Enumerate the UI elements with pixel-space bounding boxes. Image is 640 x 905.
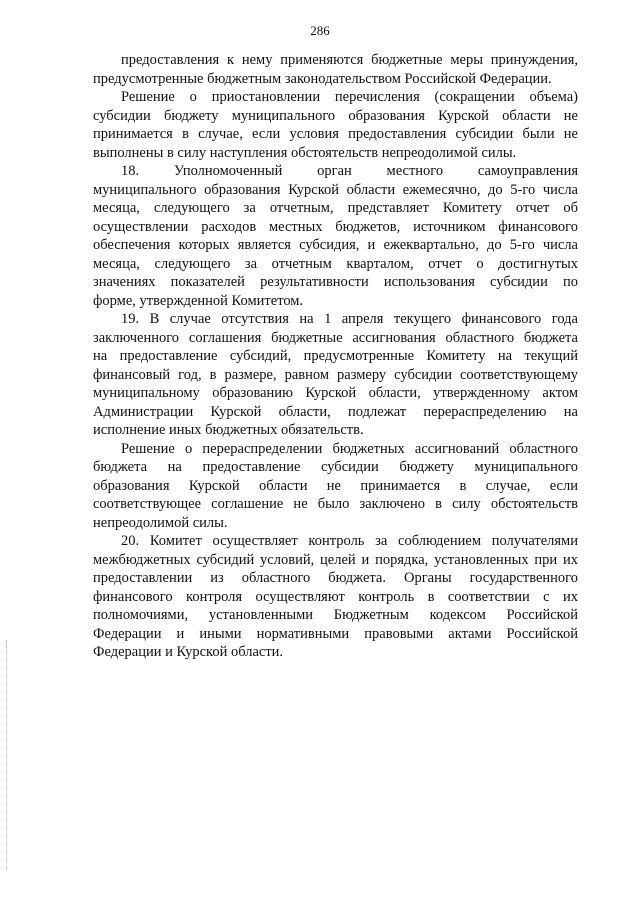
document-body (93, 51, 578, 662)
text-line: муниципального образования Курской области ежемесячно, до 5-го числа (93, 181, 578, 198)
text-line: 20. Комитет осуществляет контроль за соблюдением получателями (121, 533, 578, 549)
paragraph (93, 162, 578, 310)
paragraph (93, 88, 578, 162)
paragraph (93, 310, 578, 440)
text-line: обеспечения которых является субсидия, и ежеквартально, до 5-го числа (93, 237, 578, 253)
text-line: Решение о приостановлении перечисления (сокращении объема) (121, 89, 578, 105)
paragraph (93, 440, 578, 533)
text-line: финансового контроля осуществляют контроль в соответствии с их (93, 588, 578, 605)
text-line: принимается в случае, если условия предоставления субсидии были не (93, 126, 578, 142)
paragraph (93, 532, 578, 662)
text-line: бюджета на предоставление субсидии бюджету муниципального (93, 459, 578, 475)
text-line: субсидии бюджету муниципального образования Курской области не (93, 107, 578, 124)
text-line: Администрации Курской области, подлежат перераспределению на (93, 403, 578, 420)
text-line: Решение о перераспределении бюджетных ассигнований областного (121, 440, 578, 457)
text-line: исполнение иных бюджетных обязательств. (93, 422, 364, 438)
text-line: предусмотренные бюджетным законодательством Российской Федерации. (93, 70, 552, 87)
text-line: месяца, следующего за отчетным, представляет Комитету отчет об (93, 200, 578, 216)
text-line: непреодолимой силы. (93, 514, 228, 531)
text-line: на предоставление субсидий, предусмотренные Комитету на текущий (93, 348, 578, 364)
text-line: значениях показателей результативности использования субсидии по (93, 274, 578, 290)
text-line: месяца, следующего за отчетным кварталом, отчет о достигнутых (93, 255, 578, 272)
scan-margin-mark (6, 640, 7, 870)
text-line: полномочиями, установленными Бюджетным кодексом Российской (93, 607, 578, 623)
text-line: осуществлении расходов местных бюджетов, источником финансового (93, 218, 578, 235)
page-number: 286 (310, 23, 330, 38)
text-line: образования Курской области не принимается в случае, если (93, 477, 578, 494)
text-line: выполнены в силу наступления обстоятельств непреодолимой силы. (93, 144, 517, 161)
text-line: Федерации и иными нормативными правовыми актами Российской (93, 625, 578, 642)
text-line: заключенного соглашения бюджетные ассигнования областного бюджета (93, 329, 578, 346)
text-line: предоставления к нему применяются бюджетные меры принуждения, (121, 52, 578, 68)
paragraph (93, 51, 578, 88)
text-line: 19. В случае отсутствия на 1 апреля текущего финансового года (121, 311, 578, 327)
text-line: форме, утвержденной Комитетом. (93, 292, 304, 309)
text-line: предоставлении из областного бюджета. Органы государственного (93, 570, 578, 586)
text-line: Федерации и Курской области. (93, 644, 284, 660)
text-line: межбюджетных субсидий условий, целей и порядка, установленных при их (93, 551, 578, 568)
text-line: 18. Уполномоченный орган местного самоуправления (121, 163, 578, 179)
text-line: муниципальному образованию Курской области, утвержденному актом (93, 385, 578, 401)
text-line: соответствующее соглашение не было заключено в силу обстоятельств (93, 496, 578, 512)
text-line: финансовый год, в размере, равном размеру субсидии соответствующему (93, 366, 578, 383)
